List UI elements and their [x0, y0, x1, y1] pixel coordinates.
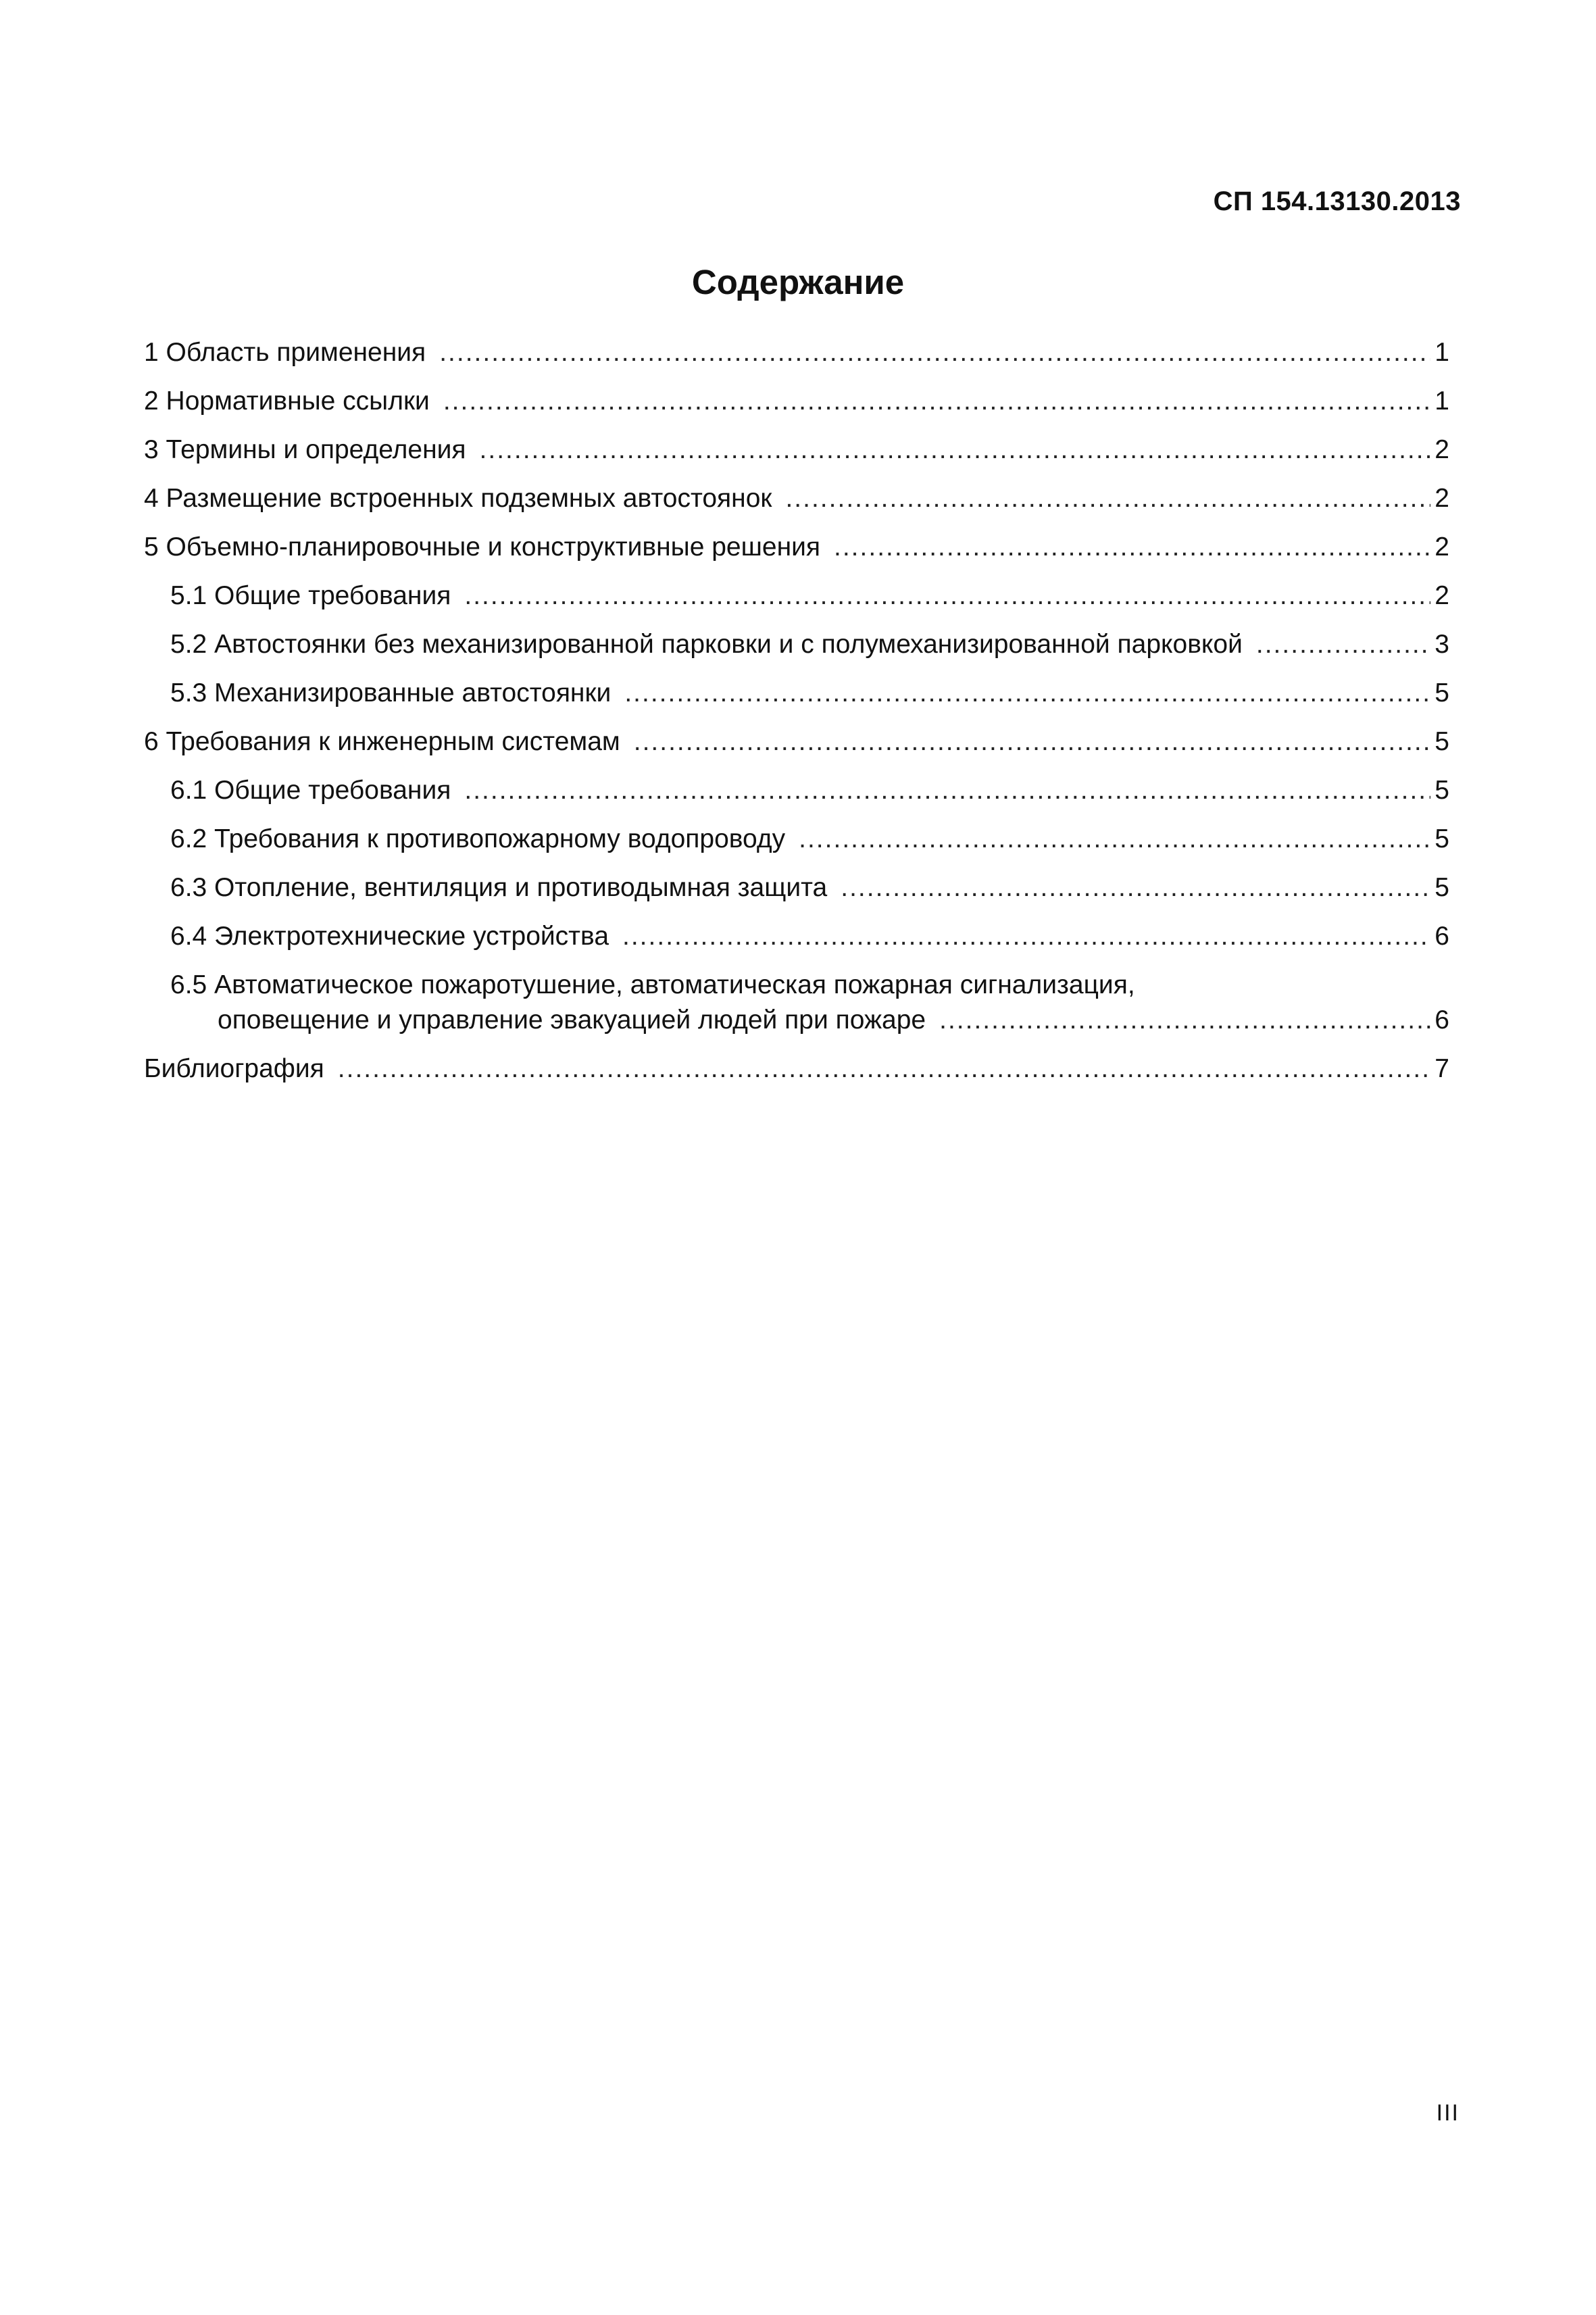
toc-entry-3[interactable] — [144, 432, 1449, 481]
toc-entry-6-2[interactable] — [144, 822, 1449, 870]
page-number: III — [1436, 2100, 1460, 2126]
toc-entry-bibliography[interactable] — [144, 1051, 1449, 1100]
toc-entry-text: 5.1 Общие требования — [170, 581, 451, 610]
toc-leader-dots — [443, 384, 1430, 419]
toc-entry-5-3[interactable] — [144, 676, 1449, 724]
toc-leader-dots — [841, 870, 1430, 905]
toc-entry-text: 6.1 Общие требования — [170, 776, 451, 805]
toc-leader-dots — [480, 432, 1431, 468]
toc-entry-page: 5 — [1435, 824, 1449, 853]
document-code: СП 154.13130.2013 — [1213, 186, 1461, 216]
toc-entry-5[interactable] — [144, 530, 1449, 578]
toc-leader-dots — [622, 919, 1430, 954]
toc-entry-page: 7 — [1435, 1054, 1449, 1083]
table-of-contents — [144, 335, 1449, 1100]
toc-entry-text-continuation: оповещение и управление эвакуацией людей при пожаре — [218, 1005, 926, 1035]
toc-entry-text: 6 Требования к инженерным системам — [144, 727, 620, 756]
toc-entry-page: 6 — [1435, 922, 1449, 951]
toc-entry-text: 5.2 Автостоянки без механизированной парковки и с полумеханизированной парковкой — [170, 630, 1243, 659]
toc-entry-page: 6 — [1435, 1005, 1449, 1035]
toc-entry-text: 2 Нормативные ссылки — [144, 387, 430, 416]
toc-leader-dots — [1256, 627, 1430, 662]
toc-entry-page: 1 — [1435, 387, 1449, 416]
toc-entry-page: 5 — [1435, 727, 1449, 756]
toc-leader-dots — [338, 1051, 1431, 1087]
toc-entry-page: 5 — [1435, 678, 1449, 707]
toc-entry-text: 3 Термины и определения — [144, 435, 466, 464]
toc-leader-dots — [785, 481, 1430, 516]
toc-entry-text: 6.2 Требования к противопожарному водопроводу — [170, 824, 786, 853]
toc-leader-dots — [834, 530, 1430, 565]
toc-entry-4[interactable] — [144, 481, 1449, 530]
toc-entry-6[interactable] — [144, 724, 1449, 773]
toc-entry-page: 2 — [1435, 581, 1449, 610]
toc-entry-text: Библиография — [144, 1054, 324, 1083]
toc-entry-6-3[interactable] — [144, 870, 1449, 919]
toc-entry-text: 4 Размещение встроенных подземных автостоянок — [144, 484, 772, 513]
toc-entry-page: 5 — [1435, 776, 1449, 805]
toc-leader-dots — [464, 578, 1430, 614]
toc-entry-6-1[interactable] — [144, 773, 1449, 822]
toc-title: Содержание — [691, 263, 905, 301]
toc-entry-text: 6.3 Отопление, вентиляция и противодымная защита — [170, 873, 828, 902]
toc-leader-dots — [464, 773, 1430, 808]
toc-leader-dots — [439, 335, 1430, 370]
toc-entry-text: 5 Объемно-планировочные и конструктивные решения — [144, 532, 821, 562]
toc-entry-page: 2 — [1435, 484, 1449, 513]
toc-entry-text: 5.3 Механизированные автостоянки — [170, 678, 612, 707]
toc-entry-2[interactable] — [144, 384, 1449, 432]
toc-leader-dots — [634, 724, 1431, 760]
toc-entry-6-4[interactable] — [144, 919, 1449, 968]
toc-entry-page: 2 — [1435, 435, 1449, 464]
toc-entry-1[interactable] — [144, 335, 1449, 384]
toc-entry-5-1[interactable] — [144, 578, 1449, 627]
toc-entry-page: 2 — [1435, 532, 1449, 562]
toc-entry-text: 6.4 Электротехнические устройства — [170, 922, 609, 951]
toc-leader-dots — [799, 822, 1430, 857]
toc-leader-dots — [624, 676, 1430, 711]
toc-entry-page: 3 — [1435, 630, 1449, 659]
toc-entry-page: 1 — [1435, 338, 1449, 367]
toc-leader-dots — [939, 1003, 1430, 1038]
toc-entry-text: 6.5 Автоматическое пожаротушение, автоматическая пожарная сигнализация, — [170, 970, 1135, 999]
toc-entry-text: 1 Область применения — [144, 338, 426, 367]
toc-entry-5-2[interactable] — [144, 627, 1449, 676]
toc-entry-6-5[interactable] — [144, 968, 1449, 1051]
toc-entry-page: 5 — [1435, 873, 1449, 902]
